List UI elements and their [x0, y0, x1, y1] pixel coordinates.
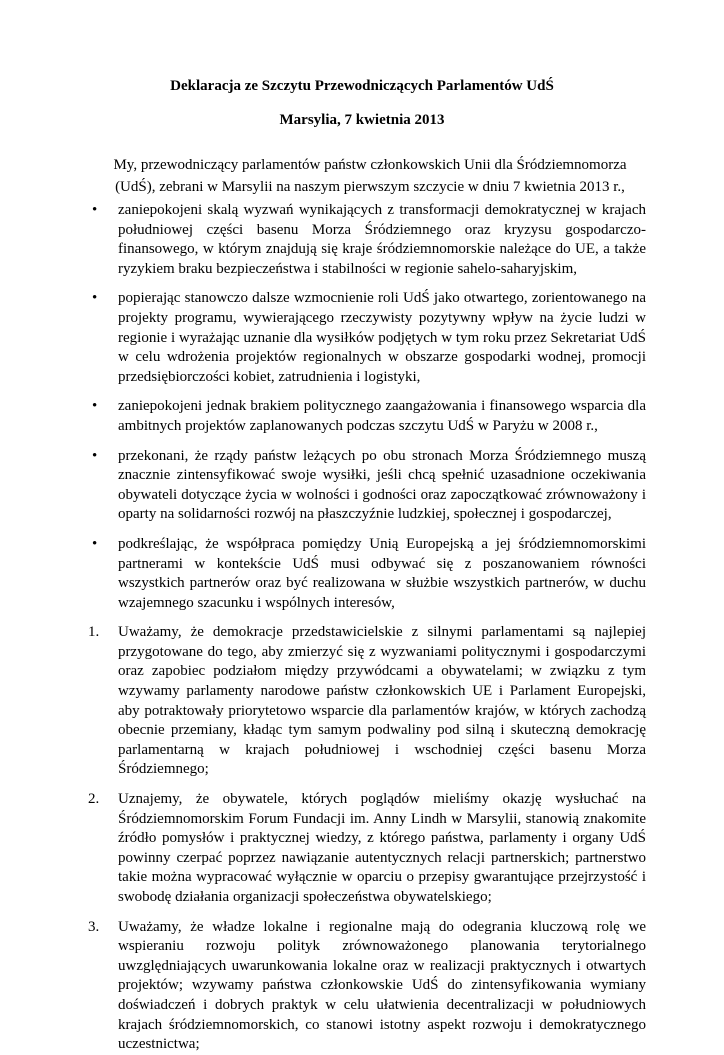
- point-number: 1.: [88, 624, 100, 641]
- bullet-marker: •: [92, 202, 98, 218]
- point-number: 2.: [88, 791, 100, 808]
- list-item: [86, 397, 646, 436]
- point-text: Uznajemy, że obywatele, których poglądów mieliśmy okazję wysłuchać na Śródziemnomorskim Forum Fundacji im. Anny Lindh w Marsylii, stanowią znakomite źródło pomysłów i praktycznej wiedzy, z którego państwa, parlamenty i organy UdŚ powinny czerpać poprzez nawiązanie autentycznych relacji partnerskich; partnerstwo takie można wypracować wyłącznie w oparciu o przepisy gwarantujące przejrzystość i swobodę działania organizacji społeczeństwa obywatelskiego;: [118, 791, 646, 905]
- bullet-list: [86, 201, 646, 1055]
- bullet-text: popierając stanowczo dalsze wzmocnienie roli UdŚ jako otwartego, zorientowanego na projekty programu, wywierającego rzeczywisty pozytywny wpływ na życie ludzi w regionie i wyrażając uznanie dla wysiłków podjętych w tym roku przez Sekretariat UdŚ w celu wdrożenia projektów regionalnych w obszarze gospodarki wodnej, promocji przedsiębiorczości kobiet, zatrudnienia i logistyki,: [118, 290, 646, 385]
- numbered-point: [86, 790, 646, 908]
- point-number: 3.: [88, 918, 100, 935]
- numbered-point: [86, 918, 646, 1055]
- bullet-marker: •: [92, 535, 98, 552]
- point-text: Uważamy, że władze lokalne i regionalne mają do odegrania kluczową rolę we wspieraniu rozwoju polityk zrównoważonego planowania terytorialnego uwzględniających uwarunkowania lokalne oraz w realizacji praktycznych i otwartych projektów; wzywamy państwa członkowskie UdŚ do zintensyfikowania wymiany doświadczeń i dobrych praktyk w celu ułatwienia decentralizacji w południowych krajach śródziemnomorskich, co stanowi istotny aspekt rozwoju i demokratycznego uczestnictwa;: [118, 918, 646, 1053]
- point-text: Uważamy, że demokracje przedstawicielskie z silnymi parlamentami są najlepiej przygotowane do tego, aby zmierzyć się z wyzwaniami politycznymi i gospodarczymi oraz zapobiec podziałom między przywódcami a obywatelami; w związku z tym wzywamy parlamenty narodowe państw członkowskich UE i Parlament Europejski, aby potraktowały priorytetowo wsparcie dla parlamentów krajów, w których zachodzą obecnie przemiany, kładąc tym samym podwaliny pod silną i skuteczną demokrację parlamentarną w krajach południowej i wschodniej części basenu Morza Śródziemnego;: [118, 624, 646, 778]
- list-item: [86, 535, 646, 613]
- list-item: [86, 447, 646, 525]
- list-item: [86, 201, 646, 279]
- bullet-marker: •: [92, 398, 98, 415]
- place-date: Marsylia, 7 kwietnia 2013: [279, 112, 445, 128]
- bullet-text: zaniepokojeni skalą wyzwań wynikających z transformacji demokratycznej w krajach południowej części basenu Morza Śródziemnego oraz kryzysu gospodarczo-finansowego, w którym znajdują się kraje śródziemnomorskie należące do UE, a także ryzykiem braku bezpieczeństwa i stabilności w regionie sahelo-saharyjskim,: [118, 202, 646, 277]
- bullet-text: przekonani, że rządy państw leżących po obu stronach Morza Śródziemnego muszą znacznie zintensyfikować swoje wysiłki, jeśli chcą spełnić uzasadnione oczekiwania obywateli dotyczące życia w wolności i godności oraz zapoczątkować zrównoważony i oparty na solidarności rozwój na płaszczyźnie ludzkiej, społecznej i gospodarczej,: [118, 447, 646, 523]
- bullet-text: zaniepokojeni jednak brakiem politycznego zaangażowania i finansowego wsparcia dla ambitnych projektów zaplanowanych podczas szczytu UdŚ w Paryżu w 2008 r.,: [118, 398, 646, 434]
- bullet-marker: •: [92, 447, 98, 464]
- bullet-marker: •: [92, 290, 98, 307]
- bullet-text: podkreślając, że współpraca pomiędzy Unią Europejską a jej śródziemnomorskimi partnerami w kontekście UdŚ musi odbywać się z poszanowaniem równości wszystkich partnerów oraz być realizowana w służbie wszystkich partnerów, w duchu wzajemnego szacunku i wspólnych interesów,: [118, 535, 646, 611]
- intro-paragraph: My, przewodniczący parlamentów państw członkowskich Unii dla Śródziemnomorza (UdŚ), zebrani w Marsylii na naszym pierwszym szczycie w dniu 7 kwietnia 2013 r.,: [113, 157, 627, 195]
- list-item: [86, 289, 646, 387]
- document-title: Deklaracja ze Szczytu Przewodniczących Parlamentów UdŚ: [170, 78, 554, 94]
- numbered-point: [86, 623, 646, 780]
